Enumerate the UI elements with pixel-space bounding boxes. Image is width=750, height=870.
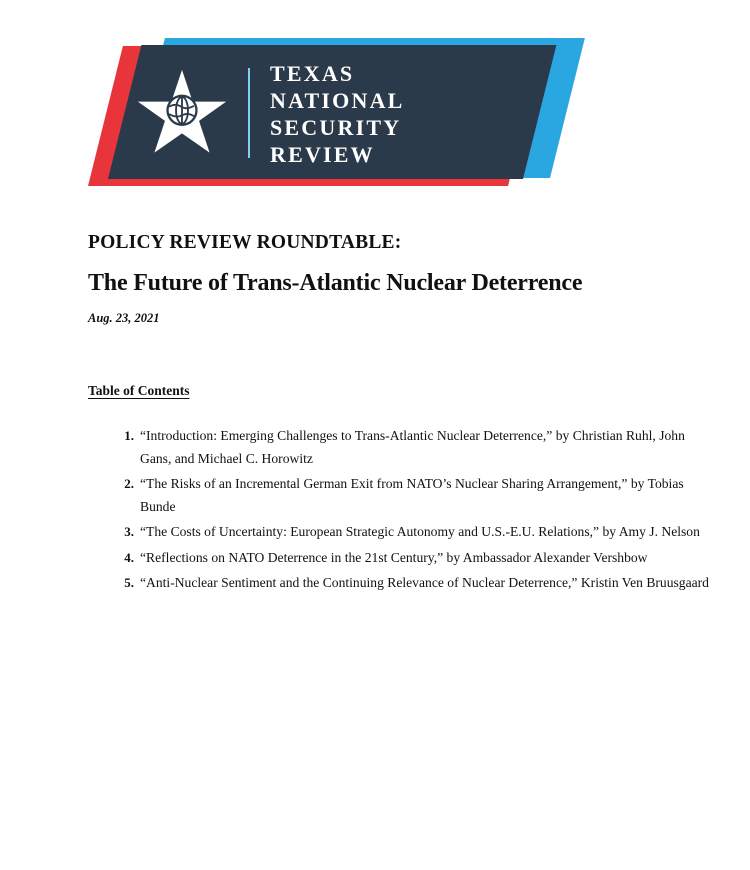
document-header-block [88, 232, 668, 326]
logo-line-2: NATIONAL [270, 88, 405, 113]
page-title: The Future of Trans-Atlantic Nuclear Deterrence [88, 270, 583, 296]
logo-line-1: TEXAS [270, 61, 355, 86]
list-item[interactable]: “Reflections on NATO Deterrence in the 21st Century,” by Ambassador Alexander Vershbow [140, 549, 648, 565]
texas-star-globe-icon [136, 68, 228, 160]
logo-wordmark [270, 60, 405, 168]
list-item[interactable]: “The Costs of Uncertainty: European Strategic Autonomy and U.S.-E.U. Relations,” by Amy J. Nelson [140, 524, 700, 539]
logo-line-4: REVIEW [270, 142, 375, 167]
kicker: POLICY REVIEW ROUNDTABLE: [88, 232, 402, 253]
list-item[interactable]: “Anti-Nuclear Sentiment and the Continuing Relevance of Nuclear Deterrence,” Kristin Ven Bruusgaard [140, 575, 709, 590]
table-of-contents-heading: Table of Contents [88, 383, 190, 398]
list-item[interactable]: “The Risks of an Incremental German Exit from NATO’s Nuclear Sharing Arrangement,” by Tobias Bunde [140, 476, 684, 514]
table-of-contents-list [98, 425, 715, 598]
logo-line-3: SECURITY [270, 115, 402, 140]
tnsr-logo [88, 38, 548, 186]
logo-divider [248, 68, 250, 158]
list-item[interactable]: “Introduction: Emerging Challenges to Trans-Atlantic Nuclear Deterrence,” by Christian Ruhl, John Gans, and Michael C. Horowitz [140, 428, 685, 466]
publication-date: Aug. 23, 2021 [88, 311, 160, 325]
